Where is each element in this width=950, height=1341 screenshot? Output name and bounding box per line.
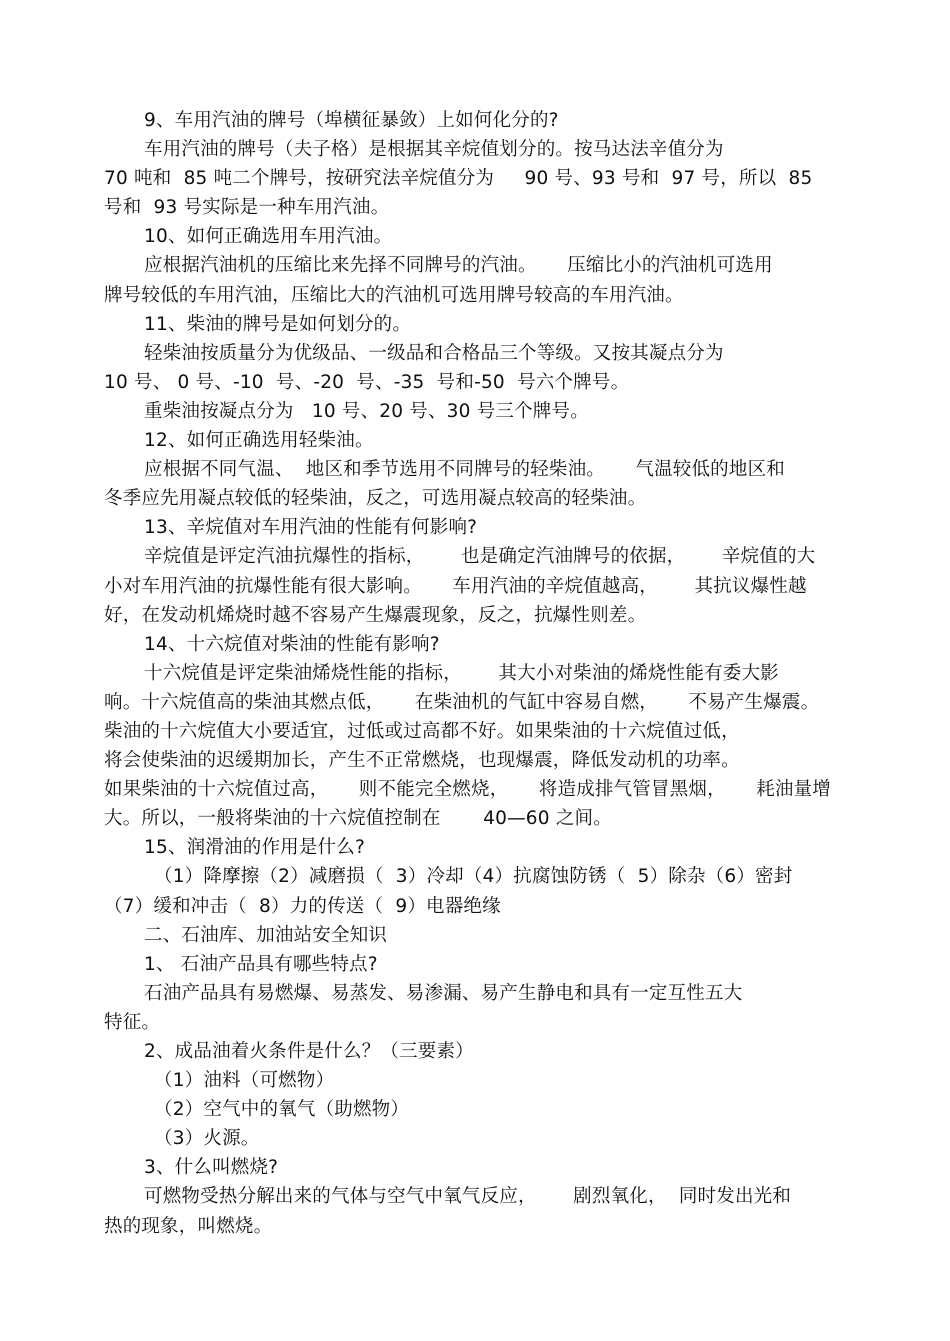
- answer-line: （1）降摩擦（2）减磨损（ 3）冷却（4）抗腐蚀防锈（ 5）除杂（6）密封: [154, 866, 793, 888]
- list-item: （2）空气中的氧气（助燃物）: [154, 1099, 410, 1121]
- answer-line: 应根据不同气温、 地区和季节选用不同牌号的轻柴油。 气温较低的地区和: [144, 459, 785, 481]
- question-heading: 15、润滑油的作用是什么?: [144, 837, 365, 859]
- answer-line: 辛烷值是评定汽油抗爆性的指标， 也是确定汽油牌号的依据， 辛烷值的大: [144, 546, 816, 568]
- question-heading: 1、 石油产品具有哪些特点?: [144, 953, 378, 975]
- question-heading: 11、柴油的牌号是如何划分的。: [144, 313, 412, 335]
- section-heading: 二、石油库、加油站安全知识: [144, 924, 388, 946]
- question-heading: 12、如何正确选用轻柴油。: [144, 430, 374, 452]
- list-item: （3）火源。: [154, 1128, 260, 1150]
- answer-line: 大。所以，一般将柴油的十六烷值控制在 40—60 之间。: [104, 808, 612, 830]
- answer-line: 可燃物受热分解出来的气体与空气中氧气反应， 剧烈氧化， 同时发出光和: [144, 1186, 792, 1208]
- answer-line: 10 号、 0 号、-10 号、-20 号、-35 号和-50 号六个牌号。: [104, 371, 630, 393]
- answer-line: 轻柴油按质量分为优级品、一级品和合格品三个等级。又按其凝点分为: [144, 342, 724, 364]
- question-heading: 14、十六烷值对柴油的性能有影响?: [144, 633, 440, 655]
- answer-line: 车用汽油的牌号（夫子格）是根据其辛烷值划分的。按马达法辛值分为: [144, 139, 724, 161]
- answer-line: 石油产品具有易燃爆、易蒸发、易渗漏、易产生静电和具有一定互性五大: [144, 982, 743, 1004]
- answer-line: 冬季应先用凝点较低的轻柴油，反之，可选用凝点较高的轻柴油。: [104, 488, 647, 510]
- question-heading: 2、成品油着火条件是什么？（三要素）: [144, 1041, 474, 1062]
- list-item: （1）油料（可燃物）: [154, 1070, 335, 1092]
- answer-line: 号和 93 号实际是一种车用汽油。: [104, 197, 390, 219]
- answer-line: （7）缓和冲击（ 8）力的传送（ 9）电器绝缘: [104, 895, 501, 917]
- answer-line: 十六烷值是评定柴油烯烧性能的指标， 其大小对柴油的烯烧性能有委大影: [144, 662, 779, 684]
- answer-line: 热的现象，叫燃烧。: [104, 1215, 273, 1237]
- answer-line: 重柴油按凝点分为 10 号、20 号、30 号三个牌号。: [144, 400, 589, 422]
- answer-line: 如果柴油的十六烷值过高， 则不能完全燃烧， 将造成排气管冒黑烟， 耗油量增: [104, 779, 832, 801]
- question-heading: 9、车用汽油的牌号（埠横征暴敛）上如何化分的?: [144, 110, 559, 131]
- answer-line: 小对车用汽油的抗爆性能有很大影响。 车用汽油的辛烷值越高， 其抗议爆性越: [104, 575, 807, 597]
- answer-line: 好，在发动机烯烧时越不容易产生爆震现象，反之，抗爆性则差。: [104, 604, 647, 626]
- answer-line: 柴油的十六烷值大小要适宜，过低或过高都不好。如果柴油的十六烷值过低，: [104, 720, 740, 742]
- answer-line: 牌号较低的车用汽油，压缩比大的汽油机可选用牌号较高的车用汽油。: [104, 284, 684, 306]
- answer-line: 特征。: [104, 1011, 161, 1033]
- answer-line: 响。十六烷值高的柴油其燃点低， 在柴油机的气缸中容易自燃， 不易产生爆震。: [104, 691, 820, 713]
- question-heading: 3、什么叫燃烧?: [144, 1157, 279, 1179]
- answer-line: 将会使柴油的迟缓期加长，产生不正常燃烧，也现爆震，降低发动机的功率。: [104, 750, 740, 772]
- question-heading: 10、如何正确选用车用汽油。: [144, 226, 393, 248]
- question-heading: 13、辛烷值对车用汽油的性能有何影响?: [144, 517, 478, 539]
- document-body: [104, 106, 844, 1241]
- answer-line: 应根据汽油机的压缩比来先择不同牌号的汽油。 压缩比小的汽油机可选用: [144, 255, 773, 277]
- answer-line: 70 吨和 85 吨二个牌号，按研究法辛烷值分为 90 号、93 号和 97 号，所以 85: [104, 168, 813, 190]
